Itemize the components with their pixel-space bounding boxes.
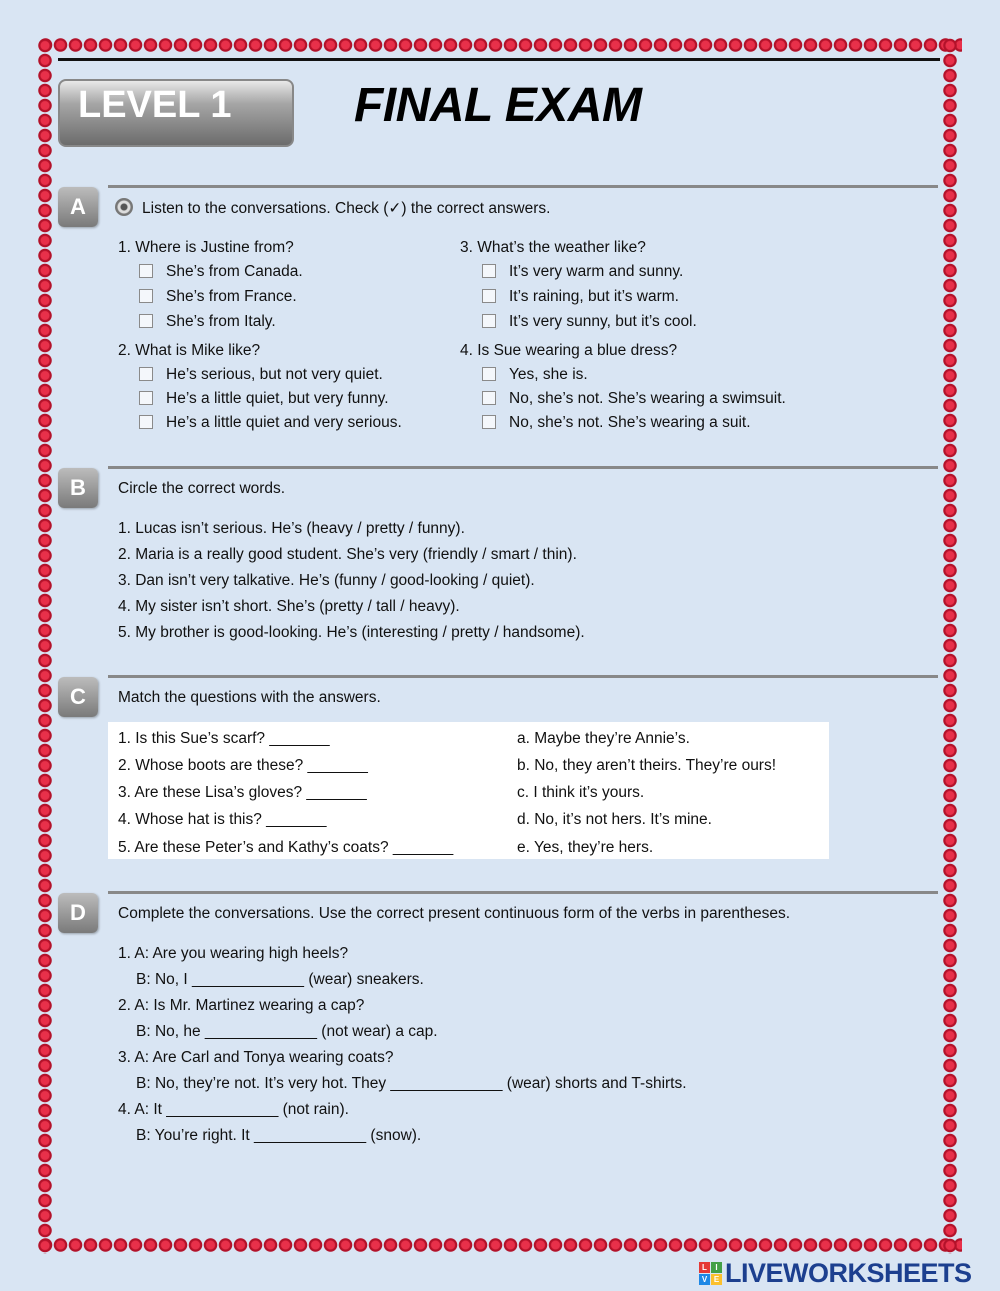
logo-text: LIVEWORKSHEETS xyxy=(725,1258,972,1288)
checkbox-a2-3[interactable] xyxy=(139,415,153,429)
match-question-3[interactable]: 3. Are these Lisa’s gloves? _______ xyxy=(118,784,367,801)
checkbox-a2-1[interactable] xyxy=(139,367,153,381)
match-answer-a: a. Maybe they’re Annie’s. xyxy=(517,730,690,747)
circle-item-1[interactable]: 1. Lucas isn’t serious. He’s (heavy / pretty / funny). xyxy=(118,520,465,537)
option-a1-2: She’s from France. xyxy=(166,288,297,305)
section-b-badge: B xyxy=(58,468,98,508)
right-bead-border xyxy=(942,38,958,1254)
question-a1: 1. Where is Justine from? xyxy=(118,239,294,256)
top-bead-border xyxy=(38,37,962,53)
option-a4-2: No, she’s not. She’s wearing a swimsuit. xyxy=(509,390,786,407)
circle-item-4[interactable]: 4. My sister isn’t short. She’s (pretty / tall / heavy). xyxy=(118,598,460,615)
logo-letter-l: L xyxy=(699,1262,710,1273)
circle-item-2[interactable]: 2. Maria is a really good student. She’s very (friendly / smart / thin). xyxy=(118,546,577,563)
option-a1-3: She’s from Italy. xyxy=(166,313,276,330)
logo-letter-i: I xyxy=(711,1262,722,1273)
checkbox-a4-2[interactable] xyxy=(482,391,496,405)
match-answer-e: e. Yes, they’re hers. xyxy=(517,839,654,856)
match-question-5[interactable]: 5. Are these Peter’s and Kathy’s coats? _______ xyxy=(118,839,454,856)
level-label: LEVEL 1 xyxy=(78,84,232,126)
question-a2: 2. What is Mike like? xyxy=(118,342,261,359)
match-answer-c: c. I think it’s yours. xyxy=(517,784,645,801)
option-a2-1: He’s serious, but not very quiet. xyxy=(166,366,383,383)
conversation-4-b[interactable]: B: You’re right. It _____________ (snow). xyxy=(136,1127,422,1144)
page-title: FINAL EXAM xyxy=(354,79,642,132)
section-a-rule xyxy=(108,185,938,188)
checkbox-a1-2[interactable] xyxy=(139,289,153,303)
question-a4: 4. Is Sue wearing a blue dress? xyxy=(460,342,678,359)
liveworksheets-logo[interactable] xyxy=(699,1258,972,1289)
section-b-instruction: Circle the correct words. xyxy=(118,480,286,497)
logo-letter-e: E xyxy=(711,1274,722,1285)
conversation-4-a[interactable]: 4. A: It _____________ (not rain). xyxy=(118,1101,349,1118)
checkbox-a4-3[interactable] xyxy=(482,415,496,429)
option-a1-1: She’s from Canada. xyxy=(166,263,303,280)
match-answer-d: d. No, it’s not hers. It’s mine. xyxy=(517,811,712,828)
option-a3-2: It’s raining, but it’s warm. xyxy=(509,288,679,305)
conversation-3-a: 3. A: Are Carl and Tonya wearing coats? xyxy=(118,1049,394,1066)
logo-letter-v: V xyxy=(699,1274,710,1285)
section-c-badge: C xyxy=(58,677,98,717)
option-a4-1: Yes, she is. xyxy=(509,366,588,383)
header-rule xyxy=(58,58,940,61)
conversation-2-a: 2. A: Is Mr. Martinez wearing a cap? xyxy=(118,997,365,1014)
conversation-3-b[interactable]: B: No, they’re not. It’s very hot. They _____________ (wear) shorts and T-shirts. xyxy=(136,1075,687,1092)
question-a3: 3. What’s the weather like? xyxy=(460,239,646,256)
match-answer-b: b. No, they aren’t theirs. They’re ours! xyxy=(517,757,777,774)
circle-item-5[interactable]: 5. My brother is good-looking. He’s (interesting / pretty / handsome). xyxy=(118,624,585,641)
conversation-2-b[interactable]: B: No, he _____________ (not wear) a cap. xyxy=(136,1023,438,1040)
section-a-badge: A xyxy=(58,187,98,227)
level-badge xyxy=(58,79,294,147)
conversation-1-b[interactable]: B: No, I _____________ (wear) sneakers. xyxy=(136,971,424,988)
checkbox-a1-1[interactable] xyxy=(139,264,153,278)
checkbox-a3-2[interactable] xyxy=(482,289,496,303)
logo-mark-icon xyxy=(699,1262,722,1285)
checkbox-a3-1[interactable] xyxy=(482,264,496,278)
option-a3-1: It’s very warm and sunny. xyxy=(509,263,684,280)
option-a3-3: It’s very sunny, but it’s cool. xyxy=(509,313,697,330)
option-a2-2: He’s a little quiet, but very funny. xyxy=(166,390,389,407)
section-c-rule xyxy=(108,675,938,678)
checkbox-a1-3[interactable] xyxy=(139,314,153,328)
checkbox-a4-1[interactable] xyxy=(482,367,496,381)
section-d-rule xyxy=(108,891,938,894)
checkbox-a3-3[interactable] xyxy=(482,314,496,328)
left-bead-border xyxy=(37,38,53,1254)
bottom-bead-border xyxy=(38,1237,962,1253)
option-a2-3: He’s a little quiet and very serious. xyxy=(166,414,402,431)
conversation-1-a: 1. A: Are you wearing high heels? xyxy=(118,945,349,962)
circle-item-3[interactable]: 3. Dan isn’t very talkative. He’s (funny / good-looking / quiet). xyxy=(118,572,535,589)
match-question-4[interactable]: 4. Whose hat is this? _______ xyxy=(118,811,327,828)
section-d-instruction: Complete the conversations. Use the correct present continuous form of the verbs in parentheses. xyxy=(118,905,791,922)
audio-speaker-icon[interactable] xyxy=(115,198,133,216)
match-question-2[interactable]: 2. Whose boots are these? _______ xyxy=(118,757,368,774)
section-b-rule xyxy=(108,466,938,469)
section-a-instruction: Listen to the conversations. Check (✓) the correct answers. xyxy=(142,200,551,217)
match-question-1[interactable]: 1. Is this Sue’s scarf? _______ xyxy=(118,730,330,747)
section-c-instruction: Match the questions with the answers. xyxy=(118,689,381,706)
section-d-badge: D xyxy=(58,893,98,933)
checkbox-a2-2[interactable] xyxy=(139,391,153,405)
option-a4-3: No, she’s not. She’s wearing a suit. xyxy=(509,414,751,431)
